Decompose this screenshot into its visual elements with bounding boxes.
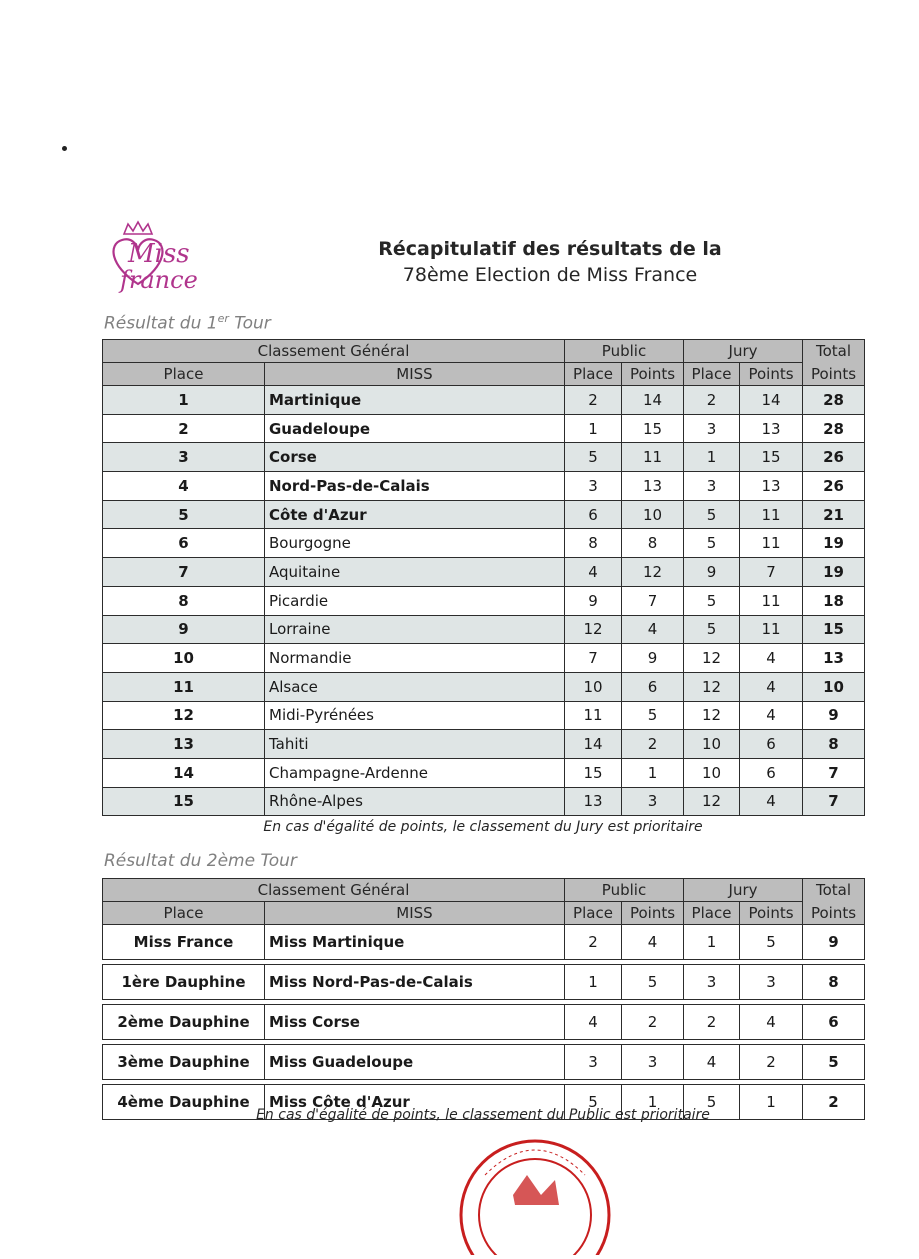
logo-text-france: france	[120, 266, 198, 294]
table-row	[103, 701, 865, 730]
header-public: Public	[565, 340, 684, 363]
header-total-points: Points	[803, 363, 865, 386]
header-miss: MISS	[265, 902, 565, 925]
title-line-2: 78ème Election de Miss France	[402, 264, 698, 286]
table-row	[103, 558, 865, 587]
round1-label: Résultat du 1er Tour	[104, 312, 271, 334]
cell-total: 19	[803, 558, 865, 587]
cell-pub-place: 15	[565, 758, 622, 787]
cell-pub-place: 13	[565, 787, 622, 816]
round2-label: Résultat du 2ème Tour	[104, 851, 297, 871]
cell-miss: Bourgogne	[265, 529, 565, 558]
cell-miss: Martinique	[265, 386, 565, 415]
cell-jury-points: 6	[740, 758, 803, 787]
cell-total: 5	[803, 1045, 865, 1080]
header-classement: Classement Général	[103, 340, 565, 363]
table-row	[103, 965, 865, 1000]
table-row	[103, 586, 865, 615]
cell-jury-points: 11	[740, 615, 803, 644]
header-jury-place: Place	[684, 902, 740, 925]
cell-jury-place: 12	[684, 787, 740, 816]
cell-miss: Miss Martinique	[265, 925, 565, 960]
cell-pub-points: 3	[622, 787, 684, 816]
cell-pub-place: 3	[565, 472, 622, 501]
cell-place: 4	[103, 472, 265, 501]
cell-place: 14	[103, 758, 265, 787]
header-public-place: Place	[565, 363, 622, 386]
cell-miss: Miss Corse	[265, 1005, 565, 1040]
cell-total: 13	[803, 644, 865, 673]
cell-jury-points: 15	[740, 443, 803, 472]
cell-jury-points: 5	[740, 925, 803, 960]
cell-pub-place: 10	[565, 672, 622, 701]
cell-miss: Tahiti	[265, 730, 565, 759]
cell-pub-place: 2	[565, 386, 622, 415]
cell-pub-points: 1	[622, 758, 684, 787]
cell-total: 15	[803, 615, 865, 644]
header-jury-place: Place	[684, 363, 740, 386]
cell-pub-place: 1	[565, 965, 622, 1000]
cell-pub-points: 5	[622, 701, 684, 730]
table-row	[103, 443, 865, 472]
cell-total: 2	[803, 1085, 865, 1120]
cell-pub-place: 5	[565, 1085, 622, 1120]
cell-total: 21	[803, 500, 865, 529]
cell-jury-place: 12	[684, 672, 740, 701]
cell-miss: Nord-Pas-de-Calais	[265, 472, 565, 501]
header-total: Total	[803, 340, 865, 363]
header-total-points: Points	[803, 902, 865, 925]
cell-pub-place: 4	[565, 558, 622, 587]
header-jury: Jury	[684, 879, 803, 902]
round2-note: En cas d'égalité de points, le classement du Public est prioritaire	[256, 1107, 710, 1123]
cell-jury-points: 7	[740, 558, 803, 587]
cell-total: 19	[803, 529, 865, 558]
cell-total: 6	[803, 1005, 865, 1040]
table-row	[103, 1045, 865, 1080]
cell-miss: Miss Guadeloupe	[265, 1045, 565, 1080]
cell-pub-points: 7	[622, 586, 684, 615]
header-jury: Jury	[684, 340, 803, 363]
cell-pub-place: 5	[565, 443, 622, 472]
header-jury-points: Points	[740, 902, 803, 925]
bullet-dot	[62, 146, 67, 151]
cell-miss: Aquitaine	[265, 558, 565, 587]
cell-place: 8	[103, 586, 265, 615]
cell-pub-place: 1	[565, 414, 622, 443]
miss-france-logo	[104, 218, 216, 298]
cell-jury-points: 4	[740, 1005, 803, 1040]
round1-note: En cas d'égalité de points, le classement du Jury est prioritaire	[263, 819, 703, 835]
cell-jury-points: 4	[740, 672, 803, 701]
cell-total: 26	[803, 443, 865, 472]
cell-pub-points: 6	[622, 672, 684, 701]
cell-jury-points: 4	[740, 701, 803, 730]
cell-total: 8	[803, 965, 865, 1000]
cell-pub-place: 2	[565, 925, 622, 960]
cell-miss: Picardie	[265, 586, 565, 615]
cell-pub-points: 4	[622, 615, 684, 644]
cell-jury-points: 13	[740, 472, 803, 501]
cell-place: 7	[103, 558, 265, 587]
cell-jury-place: 1	[684, 925, 740, 960]
table-row	[103, 758, 865, 787]
cell-miss: Guadeloupe	[265, 414, 565, 443]
cell-total: 7	[803, 787, 865, 816]
header-jury-points: Points	[740, 363, 803, 386]
header-public-points: Points	[622, 902, 684, 925]
cell-jury-place: 5	[684, 586, 740, 615]
cell-jury-points: 4	[740, 787, 803, 816]
cell-miss: Côte d'Azur	[265, 500, 565, 529]
cell-miss: Alsace	[265, 672, 565, 701]
table-row	[103, 500, 865, 529]
header-public-points: Points	[622, 363, 684, 386]
cell-jury-points: 1	[740, 1085, 803, 1120]
cell-jury-place: 9	[684, 558, 740, 587]
cell-miss: Miss Nord-Pas-de-Calais	[265, 965, 565, 1000]
cell-place: 2ème Dauphine	[103, 1005, 265, 1040]
table-row	[103, 386, 865, 415]
cell-miss: Miss Côte d'Azur	[265, 1085, 565, 1120]
cell-jury-points: 13	[740, 414, 803, 443]
cell-total: 9	[803, 925, 865, 960]
header-miss: MISS	[265, 363, 565, 386]
table-row	[103, 730, 865, 759]
table-row	[103, 414, 865, 443]
cell-jury-place: 3	[684, 414, 740, 443]
cell-total: 26	[803, 472, 865, 501]
cell-jury-points: 6	[740, 730, 803, 759]
table-row	[103, 672, 865, 701]
cell-pub-points: 3	[622, 1045, 684, 1080]
cell-place: 15	[103, 787, 265, 816]
header-place: Place	[103, 902, 265, 925]
table-row	[103, 1005, 865, 1040]
cell-pub-points: 11	[622, 443, 684, 472]
round2-results-table	[102, 878, 865, 1120]
cell-pub-place: 8	[565, 529, 622, 558]
cell-jury-points: 11	[740, 529, 803, 558]
cell-jury-place: 3	[684, 965, 740, 1000]
header-total: Total	[803, 879, 865, 902]
table-row	[103, 529, 865, 558]
cell-jury-place: 3	[684, 472, 740, 501]
table-row	[103, 925, 865, 960]
cell-jury-place: 1	[684, 443, 740, 472]
cell-jury-points: 11	[740, 586, 803, 615]
cell-place: 6	[103, 529, 265, 558]
table-row	[103, 644, 865, 673]
cell-pub-points: 12	[622, 558, 684, 587]
document-title	[330, 236, 770, 288]
cell-jury-points: 4	[740, 644, 803, 673]
cell-miss: Champagne-Ardenne	[265, 758, 565, 787]
header-public-place: Place	[565, 902, 622, 925]
cell-jury-place: 5	[684, 529, 740, 558]
cell-miss: Lorraine	[265, 615, 565, 644]
cell-total: 8	[803, 730, 865, 759]
cell-jury-place: 5	[684, 1085, 740, 1120]
cell-place: 4ème Dauphine	[103, 1085, 265, 1120]
cell-total: 28	[803, 414, 865, 443]
cell-jury-place: 4	[684, 1045, 740, 1080]
cell-place: 12	[103, 701, 265, 730]
official-seal-stamp	[455, 1135, 615, 1255]
cell-total: 7	[803, 758, 865, 787]
cell-miss: Normandie	[265, 644, 565, 673]
cell-miss: Rhône-Alpes	[265, 787, 565, 816]
cell-place: 9	[103, 615, 265, 644]
cell-pub-place: 7	[565, 644, 622, 673]
cell-place: 11	[103, 672, 265, 701]
cell-jury-place: 10	[684, 730, 740, 759]
table-row	[103, 472, 865, 501]
round1-results-table	[102, 339, 865, 816]
cell-pub-points: 5	[622, 965, 684, 1000]
cell-pub-points: 8	[622, 529, 684, 558]
cell-place: 10	[103, 644, 265, 673]
cell-jury-points: 11	[740, 500, 803, 529]
cell-pub-points: 2	[622, 730, 684, 759]
cell-pub-points: 4	[622, 925, 684, 960]
cell-pub-points: 2	[622, 1005, 684, 1040]
cell-total: 18	[803, 586, 865, 615]
cell-pub-points: 15	[622, 414, 684, 443]
cell-miss: Midi-Pyrénées	[265, 701, 565, 730]
header-public: Public	[565, 879, 684, 902]
cell-pub-points: 1	[622, 1085, 684, 1120]
cell-place: 3ème Dauphine	[103, 1045, 265, 1080]
cell-place: 13	[103, 730, 265, 759]
cell-total: 9	[803, 701, 865, 730]
title-line-1: Récapitulatif des résultats de la	[378, 238, 722, 260]
cell-pub-place: 12	[565, 615, 622, 644]
cell-jury-points: 3	[740, 965, 803, 1000]
cell-pub-place: 14	[565, 730, 622, 759]
cell-pub-place: 3	[565, 1045, 622, 1080]
cell-pub-points: 13	[622, 472, 684, 501]
header-place: Place	[103, 363, 265, 386]
cell-jury-place: 5	[684, 615, 740, 644]
cell-place: 5	[103, 500, 265, 529]
cell-place: 2	[103, 414, 265, 443]
logo-text-miss: Miss	[128, 239, 190, 269]
cell-miss: Corse	[265, 443, 565, 472]
cell-jury-points: 2	[740, 1045, 803, 1080]
table-row	[103, 615, 865, 644]
cell-place: 1	[103, 386, 265, 415]
header-classement: Classement Général	[103, 879, 565, 902]
cell-total: 28	[803, 386, 865, 415]
cell-place: Miss France	[103, 925, 265, 960]
cell-jury-points: 14	[740, 386, 803, 415]
cell-jury-place: 12	[684, 644, 740, 673]
cell-place: 1ère Dauphine	[103, 965, 265, 1000]
cell-pub-place: 6	[565, 500, 622, 529]
cell-place: 3	[103, 443, 265, 472]
cell-pub-place: 9	[565, 586, 622, 615]
cell-pub-points: 10	[622, 500, 684, 529]
cell-jury-place: 12	[684, 701, 740, 730]
table-row	[103, 787, 865, 816]
cell-total: 10	[803, 672, 865, 701]
cell-pub-place: 4	[565, 1005, 622, 1040]
cell-pub-points: 9	[622, 644, 684, 673]
cell-pub-points: 14	[622, 386, 684, 415]
cell-pub-place: 11	[565, 701, 622, 730]
cell-jury-place: 10	[684, 758, 740, 787]
cell-jury-place: 2	[684, 1005, 740, 1040]
cell-jury-place: 2	[684, 386, 740, 415]
cell-jury-place: 5	[684, 500, 740, 529]
